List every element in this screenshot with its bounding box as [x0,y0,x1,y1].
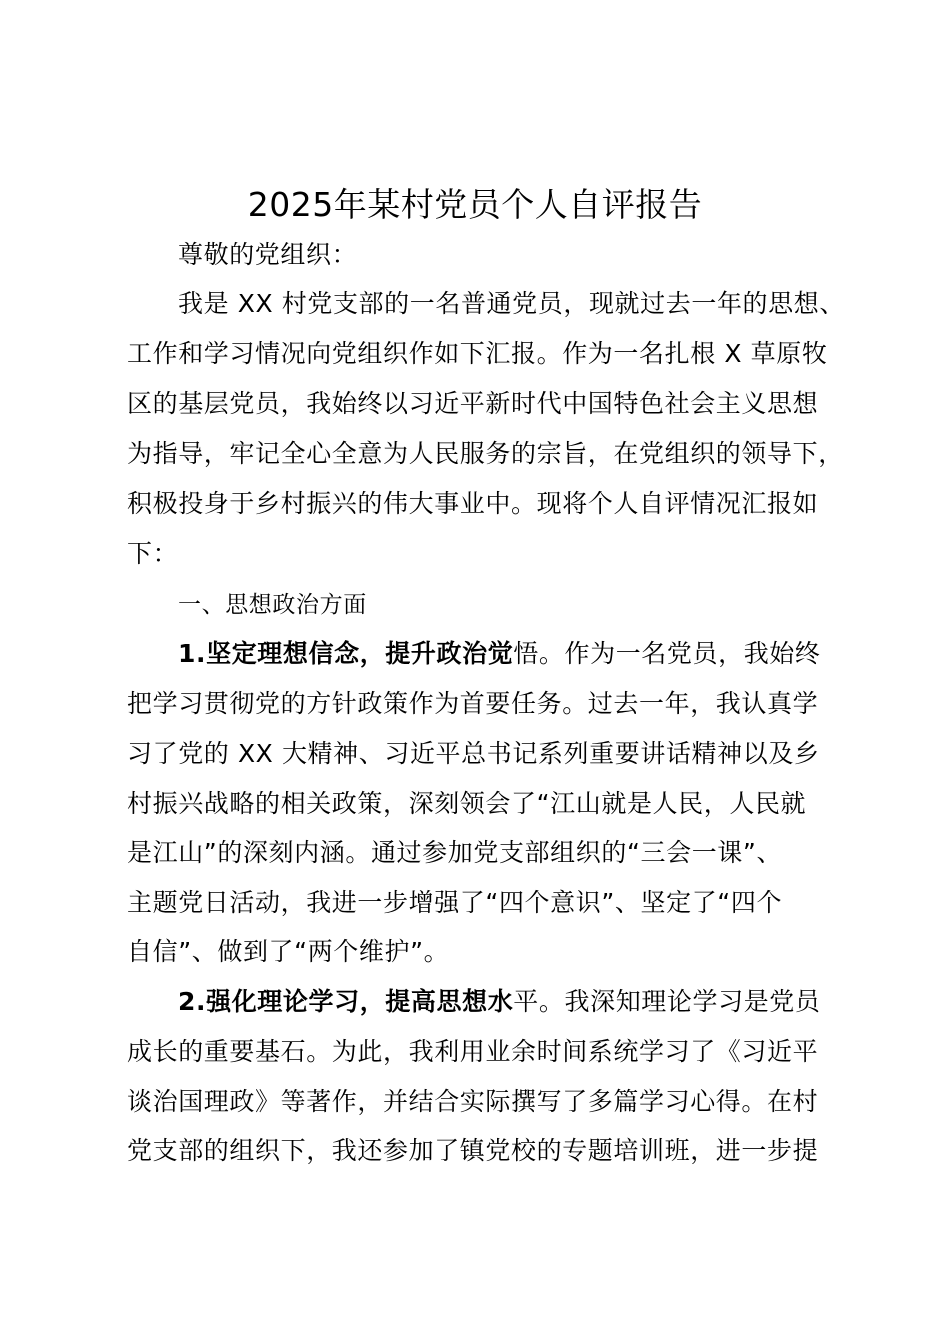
section-heading: 一、思想政治方面 [178,592,367,618]
item2-line: 成长的重要基石。为此，我利用业余时间系统学习了《习近平 [127,1037,819,1066]
item2-bold-lead: 2.强化理论学习，提高思想水 [178,987,514,1016]
item1-line: 村振兴战略的相关政策，深刻领会了“江山就是人民，人民就 [127,789,807,818]
intro-line: 为指导，牢记全心全意为人民服务的宗旨，在党组织的领导下， [127,439,844,468]
intro-line: 区的基层党员，我始终以习近平新时代中国特色社会主义思想 [127,389,819,418]
salutation: 尊敬的党组织： [178,240,358,269]
intro-line: 下： [127,539,179,568]
item1-line: 是江山”的深刻内涵。通过参加党支部组织的“三会一课”、 [127,838,783,867]
item1-first-line [178,637,821,671]
item1-first-line-rest: 悟。作为一名党员，我始终 [513,639,821,668]
item1-line: 把学习贯彻党的方针政策作为首要任务。过去一年，我认真学 [127,689,819,718]
item2-line: 谈治国理政》等著作，并结合实际撰写了多篇学习心得。在村 [127,1087,819,1116]
item1-line: 自信”、做到了“两个维护”。 [127,937,450,966]
item2-first-line-rest: 平。我深知理论学习是党员 [513,987,821,1016]
item2-first-line [178,985,821,1019]
intro-line: 积极投身于乡村振兴的伟大事业中。现将个人自评情况汇报如 [127,489,819,518]
item2-line: 党支部的组织下，我还参加了镇党校的专题培训班，进一步提 [127,1136,819,1165]
intro-line: 工作和学习情况向党组织作如下汇报。作为一名扎根 X 草原牧 [127,339,828,368]
item1-line: 主题党日活动，我进一步增强了“四个意识”、坚定了“四个 [127,888,783,917]
item1-line: 习了党的 XX 大精神、习近平总书记系列重要讲话精神以及乡 [127,739,820,768]
intro-line: 我是 XX 村党支部的一名普通党员，现就过去一年的思想、 [178,289,845,318]
item1-bold-lead: 1.坚定理想信念，提升政治觉 [178,639,514,668]
document-title: 2025年某村党员个人自评报告 [247,185,703,224]
